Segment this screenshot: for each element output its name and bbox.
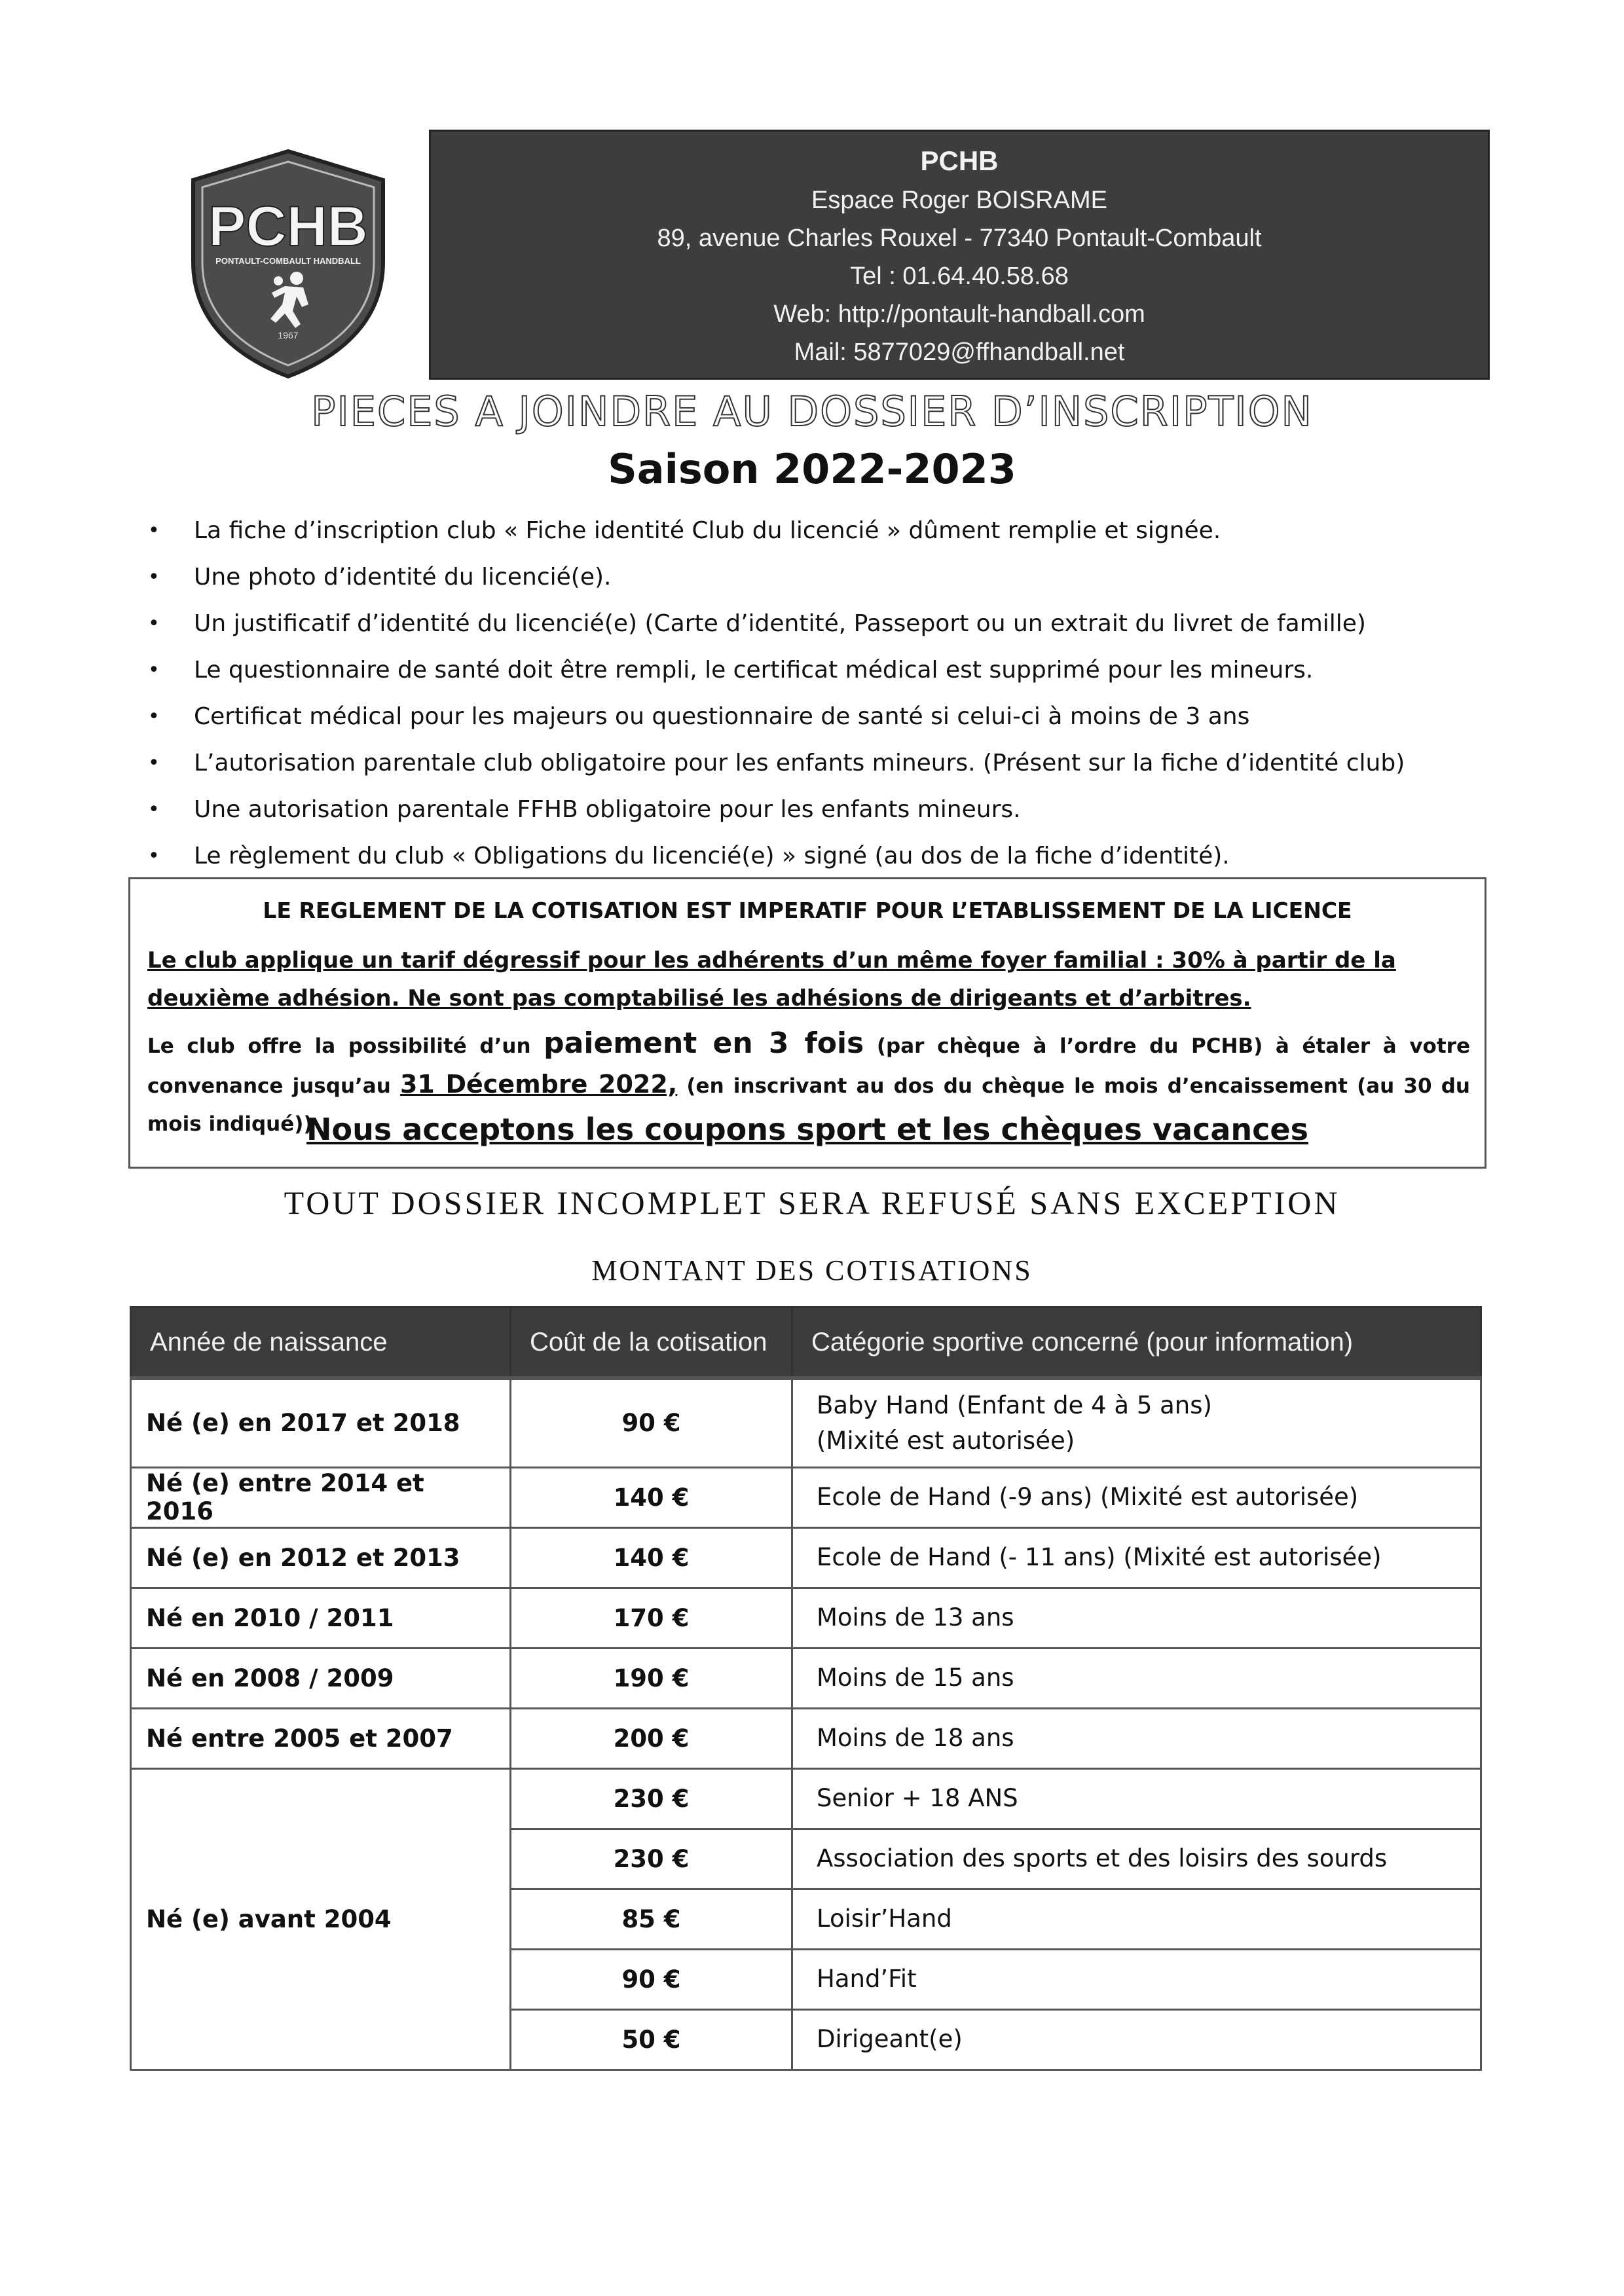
- header-venue: Espace Roger BOISRAME: [811, 187, 1107, 214]
- table-row: [131, 1527, 1481, 1588]
- cost-cell: 230 €: [511, 1768, 792, 1829]
- list-item: [144, 600, 1519, 647]
- coupons-text: Nous acceptons les coupons sport et les chèques vacances: [306, 1112, 1308, 1147]
- cost-cell: 90 €: [511, 1378, 792, 1467]
- list-item: [144, 833, 1519, 879]
- header-email: Mail: 5877029@ffhandball.net: [794, 338, 1125, 366]
- list-item-text: Le questionnaire de santé doit être rempli, le certificat médical est supprimé pour les mineurs.: [194, 657, 1314, 683]
- bullet-icon: •: [148, 752, 160, 774]
- header-cost: Coût de la cotisation: [511, 1307, 792, 1379]
- season-title: Saison 2022-2023: [608, 445, 1016, 493]
- logo-year: 1967: [278, 330, 299, 340]
- birth-year-cell: Né (e) en 2017 et 2018: [131, 1378, 511, 1467]
- header-website: Web: http://pontault-handball.com: [773, 301, 1145, 328]
- bullet-icon: •: [148, 566, 160, 589]
- bullet-icon: •: [148, 519, 160, 542]
- category-line: (Mixité est autorisée): [817, 1426, 1075, 1455]
- payment-text-3: (en inscrivant au dos du chèque le mois d’encaissement (au 30 du mois indiqué)): [147, 1074, 1470, 1136]
- category-cell: Senior + 18 ANS: [792, 1768, 1481, 1829]
- logo-subtitle: PONTAULT-COMBAULT HANDBALL: [215, 256, 361, 266]
- list-item-text: Une photo d’identité du licencié(e).: [194, 564, 612, 591]
- required-documents-list: [144, 507, 1519, 879]
- table-header-row: [131, 1307, 1481, 1379]
- pchb-logo: [187, 147, 390, 380]
- birth-year-cell: Né (e) avant 2004: [131, 1768, 511, 2069]
- list-item: [144, 507, 1519, 554]
- category-cell: Moins de 18 ans: [792, 1708, 1481, 1768]
- header-title: PCHB: [920, 145, 999, 176]
- cost-cell: 140 €: [511, 1527, 792, 1588]
- bullet-icon: •: [148, 705, 160, 728]
- table-row: [131, 1708, 1481, 1768]
- table-row: [131, 1648, 1481, 1708]
- header-phone: Tel : 01.64.40.58.68: [850, 263, 1069, 290]
- bullet-icon: •: [148, 798, 160, 821]
- header-category: Catégorie sportive concerné (pour information): [792, 1307, 1481, 1379]
- cost-cell: 140 €: [511, 1467, 792, 1527]
- bullet-icon: •: [148, 845, 160, 867]
- club-header: [429, 130, 1490, 380]
- birth-year-cell: Né entre 2005 et 2007: [131, 1708, 511, 1768]
- cost-cell: 50 €: [511, 2009, 792, 2069]
- category-cell: Dirigeant(e): [792, 2009, 1481, 2069]
- category-cell: Ecole de Hand (- 11 ans) (Mixité est autorisée): [792, 1527, 1481, 1588]
- cost-cell: 190 €: [511, 1648, 792, 1708]
- category-cell: [792, 1378, 1481, 1467]
- payment-text-2: (par chèque à l’ordre du PCHB) à étaler à votre convenance jusqu’au: [147, 1034, 1470, 1098]
- header-birth-year: Année de naissance: [131, 1307, 511, 1379]
- payment-deadline: 31 Décembre 2022,: [399, 1070, 678, 1099]
- category-cell: Moins de 13 ans: [792, 1588, 1481, 1648]
- category-cell: Hand’Fit: [792, 1949, 1481, 2009]
- incomplete-warning: TOUT DOSSIER INCOMPLET SERA REFUSÉ SANS EXCEPTION: [284, 1184, 1340, 1221]
- list-item-text: L’autorisation parentale club obligatoire pour les enfants mineurs. (Présent sur la fiche d’identité club): [194, 750, 1405, 776]
- table-row: [131, 1378, 1481, 1467]
- cost-cell: 230 €: [511, 1829, 792, 1889]
- family-discount-text: Le club applique un tarif dégressif pour les adhérents d’un même foyer familial : 30% à partir de la deuxième adhésion. Ne sont pas comptabilisé les adhésions de dirigeants et d’arbitres.: [147, 947, 1396, 1011]
- list-item-text: Certificat médical pour les majeurs ou questionnaire de santé si celui-ci à moins de 3 ans: [194, 703, 1250, 730]
- list-item: [144, 740, 1519, 786]
- list-item-text: Le règlement du club « Obligations du licencié(e) » signé (au dos de la fiche d’identité).: [194, 843, 1230, 869]
- fees-title: MONTANT DES COTISATIONS: [591, 1254, 1033, 1286]
- list-item: [144, 554, 1519, 600]
- bullet-icon: •: [148, 612, 160, 635]
- category-cell: Loisir’Hand: [792, 1889, 1481, 1949]
- cost-cell: 200 €: [511, 1708, 792, 1768]
- cost-cell: 170 €: [511, 1588, 792, 1648]
- notice-title: LE REGLEMENT DE LA COTISATION EST IMPERATIF POUR L’ETABLISSEMENT DE LA LICENCE: [263, 898, 1352, 923]
- bullet-icon: •: [148, 659, 160, 682]
- category-cell: Association des sports et des loisirs des sourds: [792, 1829, 1481, 1889]
- list-item-text: Un justificatif d’identité du licencié(e) (Carte d’identité, Passeport ou un extrait du livret de famille): [194, 610, 1366, 637]
- fees-table: [130, 1306, 1482, 2071]
- birth-year-cell: Né en 2008 / 2009: [131, 1648, 511, 1708]
- birth-year-cell: Né (e) en 2012 et 2013: [131, 1527, 511, 1588]
- logo-text: PCHB: [208, 195, 368, 258]
- table-row: [131, 1588, 1481, 1648]
- list-item: [144, 786, 1519, 833]
- cost-cell: 90 €: [511, 1949, 792, 2009]
- birth-year-cell: Né (e) entre 2014 et 2016: [131, 1467, 511, 1527]
- category-line: Baby Hand (Enfant de 4 à 5 ans): [817, 1391, 1212, 1419]
- payment-highlight: paiement en 3 fois: [544, 1027, 864, 1060]
- document-title: PIECES A JOINDRE AU DOSSIER D’INSCRIPTION: [311, 388, 1313, 435]
- table-row: [131, 1768, 1481, 1829]
- table-row: [131, 1467, 1481, 1527]
- list-item-text: La fiche d’inscription club « Fiche identité Club du licencié » dûment remplie et signée.: [194, 517, 1221, 544]
- category-cell: Ecole de Hand (-9 ans) (Mixité est autorisée): [792, 1467, 1481, 1527]
- list-item: [144, 647, 1519, 693]
- payment-notice-box: [128, 877, 1486, 1169]
- list-item: [144, 693, 1519, 740]
- cost-cell: 85 €: [511, 1889, 792, 1949]
- payment-text-1: Le club offre la possibilité d’un: [147, 1034, 544, 1058]
- birth-year-cell: Né en 2010 / 2011: [131, 1588, 511, 1648]
- category-cell: Moins de 15 ans: [792, 1648, 1481, 1708]
- list-item-text: Une autorisation parentale FFHB obligatoire pour les enfants mineurs.: [194, 796, 1021, 823]
- header-address: 89, avenue Charles Rouxel - 77340 Pontault-Combault: [657, 225, 1262, 252]
